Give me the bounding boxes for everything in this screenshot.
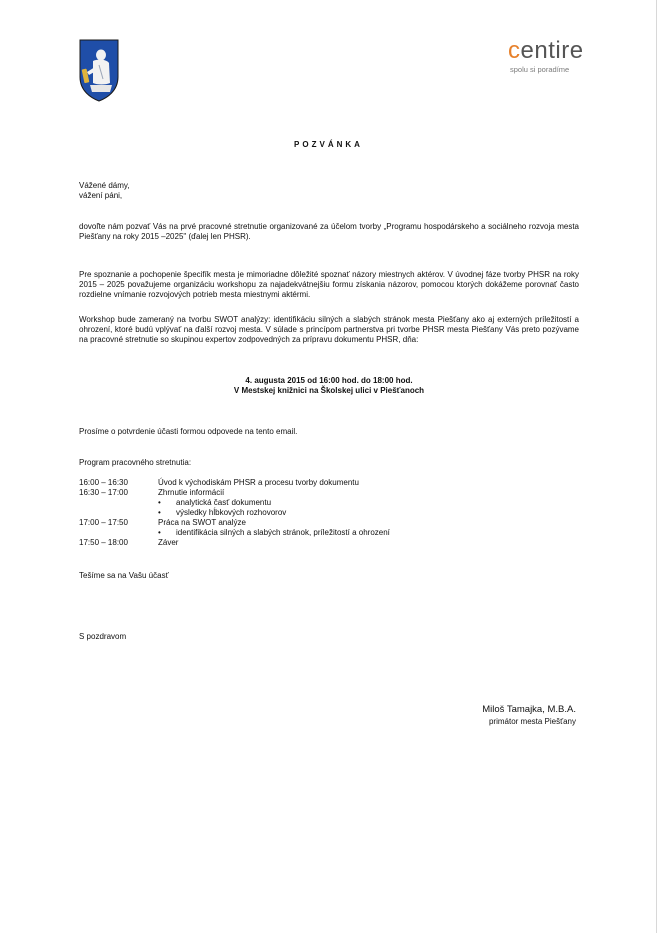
program-item (79, 518, 579, 528)
program-time: 16:30 – 17:00 (79, 488, 128, 497)
paragraph-context: Pre spoznanie a pochopenie špecifík mesta je mimoriadne dôležité spoznať názory miestnych aktérov. V úvodnej fáze tvorby PHSR na roky 2015 – 2025 považujeme organizáciu workshopu za najadekvátnejšiu formu získania názorov, pomocou ktorých dokážeme porovnať často rozdielne vnímanie rozvojových potrieb mesta miestnymi aktérmi. (79, 270, 579, 299)
closing-text: Tešíme sa na Vašu účasť (79, 571, 169, 580)
salutation (79, 181, 579, 201)
program-list (79, 478, 579, 548)
program-label: Zhrnutie informácií (158, 488, 225, 497)
logo-tagline: spolu si poradíme (510, 65, 570, 74)
signatory-name: Miloš Tamajka, M.B.A. (482, 704, 576, 715)
program-sublabel: výsledky hĺbkových rozhovorov (176, 508, 287, 517)
program-time: 17:00 – 17:50 (79, 518, 128, 527)
logo-wordmark (508, 38, 603, 64)
program-time: 16:00 – 16:30 (79, 478, 128, 487)
signature-block (482, 704, 576, 728)
paragraph-workshop: Workshop bude zameraný na tvorbu SWOT analýzy: identifikáciu silných a slabých stránok mesta Piešťany ako aj externých príležitostí a ohrození, ktoré budú vplývať na ďalší rozvoj mesta. V súlade s princípom partnerstva pri tvorbe PHSR mesta Piešťany Vás preto pozývame na pracovné stretnutie so skupinou expertov zodpovedných za prípravu dokumentu PHSR, dňa: (79, 315, 579, 344)
logo-word-rest: entire (520, 37, 584, 64)
regards-text: S pozdravom (79, 632, 127, 641)
salutation-line: vážení páni, (79, 191, 123, 200)
rsvp-text: Prosíme o potvrdenie účasti formou odpovede na tento email. (79, 427, 298, 436)
document-title: POZVÁNKA (294, 140, 363, 149)
program-subitem (79, 528, 579, 538)
event-place: V Mestskej knižnici na Školskej ulici v Piešťanoch (233, 386, 425, 395)
program-sublabel: analytická časť dokumentu (176, 498, 272, 507)
program-sublabel: identifikácia silných a slabých stránok, príležitostí a ohrození (176, 528, 390, 537)
bullet-icon: • (158, 508, 161, 517)
salutation-line: Vážené dámy, (79, 181, 130, 190)
program-time: 17:50 – 18:00 (79, 538, 128, 547)
bullet-icon: • (158, 498, 161, 507)
paragraph-intro: dovoľte nám pozvať Vás na prvé pracovné stretnutie organizované za účelom tvorby „Programu hospodárskeho a sociálneho rozvoja mesta Piešťany na roky 2015 –2025" (ďalej len PHSR). (79, 222, 579, 241)
program-item (79, 538, 579, 548)
event-details (79, 376, 579, 396)
bullet-icon: • (158, 528, 161, 537)
program-label: Záver (158, 538, 179, 547)
signatory-role: primátor mesta Piešťany (488, 717, 576, 726)
program-item (79, 488, 579, 498)
logo-accent-letter: c (508, 37, 521, 64)
program-item (79, 478, 579, 488)
city-crest-icon (79, 39, 119, 102)
program-heading: Program pracovného stretnutia: (79, 458, 192, 467)
event-date: 4. augusta 2015 od 16:00 hod. do 18:00 hod. (245, 376, 413, 385)
program-label: Práca na SWOT analýze (158, 518, 246, 527)
centire-logo (508, 38, 603, 74)
program-subitem (79, 498, 579, 508)
program-subitem (79, 508, 579, 518)
program-label: Úvod k východiskám PHSR a procesu tvorby dokumentu (158, 478, 359, 487)
